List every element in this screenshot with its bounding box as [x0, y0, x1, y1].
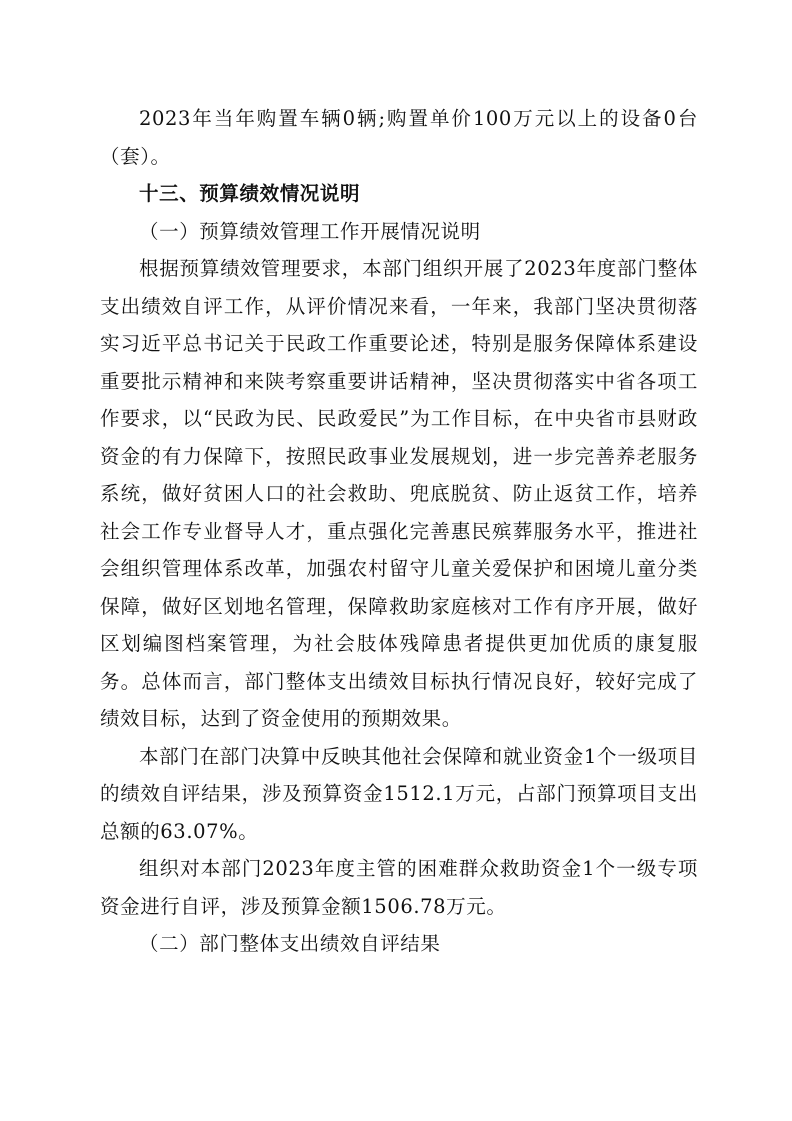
subsection-2-heading: （二）部门整体支出绩效自评结果 [139, 932, 441, 955]
paragraph-vehicle-purchase: 2023年当年购置车辆0辆;购置单价100万元以上的设备0台（套）。 [100, 107, 698, 168]
document-body [100, 100, 698, 963]
paragraph-project-evaluation: 本部门在部门决算中反映其他社会保障和就业资金1个一级项目的绩效自评结果，涉及预算资金1512.1万元，占部门预算项目支出总额的63.07%。 [100, 744, 698, 843]
paragraph-performance-overview: 根据预算绩效管理要求，本部门组织开展了2023年度部门整体支出绩效自评工作，从评价情况来看，一年来，我部门坚决贯彻落实习近平总书记关于民政工作重要论述，特别是服务保障体系建设重要批示精神和来陕考察重要讲话精神，坚决贯彻落实中省各项工作要求，以“民政为民、民政爱民”为工作目标，在中央省市县财政资金的有力保障下，按照民政事业发展规划，进一步完善养老服务系统，做好贫困人口的社会救助、兜底脱贫、防止返贫工作，培养社会工作专业督导人才，重点强化完善惠民殡葬服务水平，推进社会组织管理体系改革，加强农村留守儿童关爱保护和困境儿童分类保障，做好区划地名管理，保障救助家庭核对工作有序开展，做好区划编图档案管理，为社会肢体残障患者提供更加优质的康复服务。总体而言，部门整体支出绩效目标执行情况良好，较好完成了绩效目标，达到了资金使用的预期效果。 [100, 257, 698, 730]
subsection-1-heading: （一）预算绩效管理工作开展情况说明 [139, 219, 481, 243]
paragraph-special-fund-evaluation: 组织对本部门2023年度主管的困难群众救助资金1个一级专项资金进行自评，涉及预算金额1506.78万元。 [100, 857, 698, 918]
section-13-heading: 十三、预算绩效情况说明 [139, 182, 361, 205]
